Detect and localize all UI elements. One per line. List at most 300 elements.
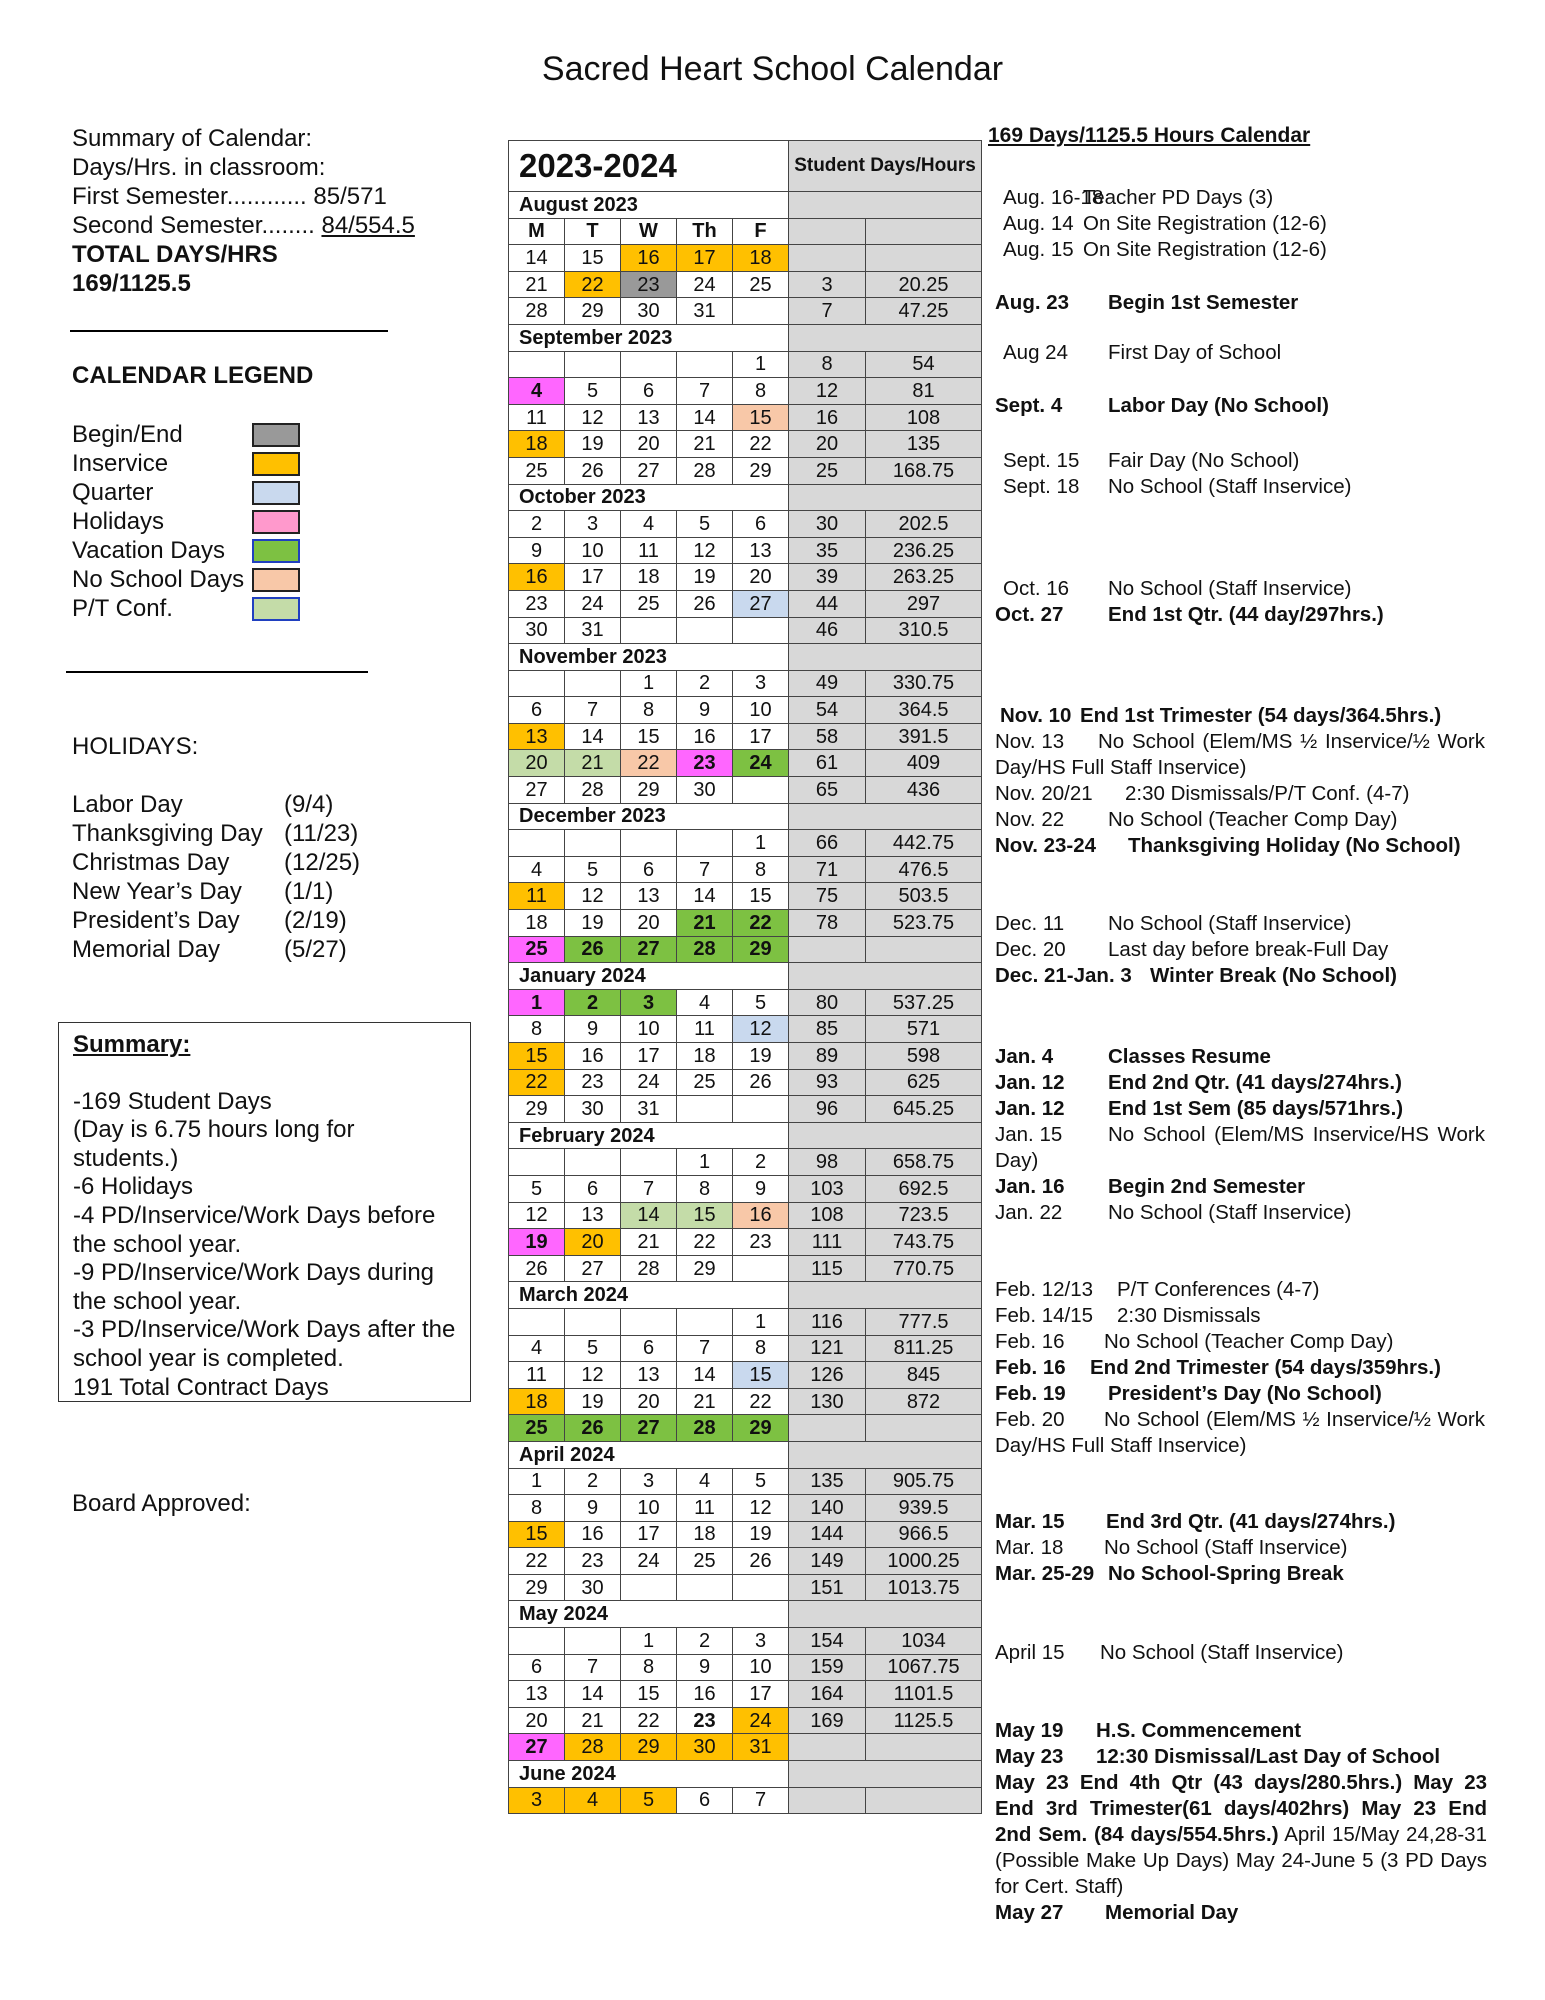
event-date: Feb. 14/15: [995, 1304, 1094, 1327]
day-cell: [677, 830, 733, 857]
day-cell: 25: [677, 1548, 733, 1575]
day-cell: 6: [509, 697, 565, 724]
event-item: [995, 602, 1384, 628]
event-text: No School (Elem/MS Inservice/HS Work Day): [995, 1123, 1485, 1172]
student-hours-cell: 537.25: [866, 989, 982, 1016]
day-cell: 16: [565, 1043, 621, 1070]
day-cell: [677, 351, 733, 378]
day-cell: 29: [733, 1415, 789, 1442]
event-text: 12:30 Dismissal/Last Day of School: [1096, 1745, 1441, 1768]
day-cell: 10: [621, 1495, 677, 1522]
day-cell: 13: [509, 1681, 565, 1708]
student-days-cell: 3: [789, 271, 866, 298]
day-cell: 16: [677, 723, 733, 750]
day-cell: 6: [621, 378, 677, 405]
day-cell: [733, 1096, 789, 1123]
month-header-row: [509, 324, 982, 351]
event-item: [995, 937, 1388, 963]
day-cell: 31: [677, 298, 733, 325]
event-item: [995, 1744, 1440, 1770]
event-text: H.S. Commencement: [1096, 1719, 1302, 1742]
day-cell: 14: [677, 883, 733, 910]
event-item: [995, 1381, 1382, 1407]
event-text: Teacher PD Days (3): [1083, 186, 1274, 209]
day-cell: 16: [565, 1521, 621, 1548]
day-cell: 26: [733, 1548, 789, 1575]
day-cell: 12: [509, 1202, 565, 1229]
month-header-blank: [789, 324, 982, 351]
day-cell: 12: [677, 537, 733, 564]
legend-label: Inservice: [72, 450, 169, 477]
day-cell: 20: [565, 1229, 621, 1256]
day-cell: 18: [621, 564, 677, 591]
month-header-blank: [789, 484, 982, 511]
day-cell: 4: [677, 1468, 733, 1495]
day-cell: 17: [621, 1521, 677, 1548]
day-cell: 1: [733, 1308, 789, 1335]
event-item: [1003, 211, 1327, 237]
day-cell: 20: [621, 431, 677, 458]
day-cell: [565, 1308, 621, 1335]
day-cell: 18: [509, 431, 565, 458]
week-row: [509, 1335, 982, 1362]
student-days-cell: 135: [789, 1468, 866, 1495]
event-date: May 23: [995, 1745, 1064, 1768]
week-row: [509, 1069, 982, 1096]
day-cell: 27: [565, 1255, 621, 1282]
event-text: End 3rd Qtr. (41 days/274hrs.): [1106, 1510, 1396, 1533]
event-item: [995, 833, 1461, 859]
day-cell: 15: [621, 723, 677, 750]
event-text: Classes Resume: [1108, 1045, 1271, 1068]
event-item: [995, 1561, 1344, 1587]
day-cell: 30: [621, 298, 677, 325]
day-cell: [509, 670, 565, 697]
event-item: [995, 1070, 1402, 1096]
day-cell: 30: [677, 777, 733, 804]
week-row: [509, 1255, 982, 1282]
day-cell: 19: [565, 1388, 621, 1415]
legend-swatch: [252, 597, 300, 621]
day-cell: 9: [677, 697, 733, 724]
holiday-date: (2/19): [284, 907, 347, 934]
event-item: [1003, 448, 1299, 474]
day-cell: [621, 1149, 677, 1176]
day-cell: 8: [733, 1335, 789, 1362]
holiday-item: [72, 935, 347, 964]
event-date: Nov. 23-24: [995, 834, 1097, 857]
event-item: [995, 393, 1329, 419]
divider: [70, 330, 388, 332]
student-hours-cell: [866, 1734, 982, 1761]
event-text: No School (Teacher Comp Day): [1108, 808, 1398, 831]
weekday-name: T: [565, 218, 621, 245]
legend-title: CALENDAR LEGEND: [72, 362, 314, 389]
day-cell: 9: [677, 1654, 733, 1681]
legend-label: Vacation Days: [72, 537, 225, 564]
month-name: June 2024: [509, 1761, 789, 1788]
event-item: [995, 911, 1351, 937]
day-cell: [677, 617, 733, 644]
event-text: End 1st Trimester (54 days/364.5hrs.): [1080, 704, 1442, 727]
week-row: [509, 271, 982, 298]
day-cell: 14: [621, 1202, 677, 1229]
day-cell: 8: [509, 1016, 565, 1043]
event-date: Jan. 12: [995, 1097, 1065, 1120]
day-cell: 19: [565, 431, 621, 458]
student-hours-cell: 1125.5: [866, 1707, 982, 1734]
calendar-summary: [72, 124, 415, 298]
student-days-cell: 121: [789, 1335, 866, 1362]
event-text: No School (Elem/MS ½ Inservice/½ Work Day/HS Full Staff Inservice): [995, 1408, 1485, 1457]
holiday-name: Memorial Day: [72, 936, 221, 963]
school-year: 2023-2024: [509, 141, 789, 192]
day-cell: 2: [677, 1628, 733, 1655]
holiday-item: [72, 848, 361, 877]
day-cell: 22: [621, 1707, 677, 1734]
week-row: [509, 697, 982, 724]
holidays-list: [72, 790, 361, 964]
week-row: [509, 537, 982, 564]
day-cell: 6: [565, 1175, 621, 1202]
day-cell: 4: [509, 856, 565, 883]
event-date: Dec. 20: [995, 938, 1066, 961]
student-hours-cell: 1101.5: [866, 1681, 982, 1708]
event-item: [1003, 474, 1351, 500]
legend-item: [72, 478, 244, 507]
day-cell: 19: [733, 1043, 789, 1070]
summary-box: [58, 1022, 471, 1402]
day-cell: 15: [509, 1521, 565, 1548]
month-header-blank: [789, 803, 982, 830]
student-hours-cell: 476.5: [866, 856, 982, 883]
day-cell: 25: [509, 1415, 565, 1442]
day-cell: 3: [565, 511, 621, 538]
week-row: [509, 245, 982, 272]
week-row: [509, 936, 982, 963]
student-hours-cell: 905.75: [866, 1468, 982, 1495]
week-row: [509, 830, 982, 857]
day-cell: [733, 617, 789, 644]
legend-label: Begin/End: [72, 421, 183, 448]
week-row: [509, 989, 982, 1016]
event-date: April 15: [995, 1641, 1065, 1664]
day-cell: 23: [677, 1707, 733, 1734]
student-hours-cell: [866, 218, 982, 245]
week-row: [509, 457, 982, 484]
week-row: [509, 1229, 982, 1256]
day-cell: 15: [733, 883, 789, 910]
month-header-row: [509, 1282, 982, 1309]
day-cell: 10: [733, 1654, 789, 1681]
student-hours-cell: 1013.75: [866, 1574, 982, 1601]
month-header-row: [509, 1122, 982, 1149]
legend-item: [72, 449, 244, 478]
day-cell: 5: [621, 1787, 677, 1814]
student-days-cell: [789, 1787, 866, 1814]
day-cell: 23: [565, 1069, 621, 1096]
student-days-cell: 8: [789, 351, 866, 378]
board-approved: Board Approved:: [72, 1490, 251, 1517]
event-date: Feb. 16: [995, 1356, 1066, 1379]
day-cell: 23: [565, 1548, 621, 1575]
event-item: [995, 1329, 1393, 1355]
legend-item: [72, 565, 244, 594]
student-hours-cell: 442.75: [866, 830, 982, 857]
month-header-row: [509, 1761, 982, 1788]
month-name: January 2024: [509, 963, 789, 990]
day-cell: 20: [621, 1388, 677, 1415]
month-header-blank: [789, 1601, 982, 1628]
event-date: Aug. 16-18: [1003, 186, 1104, 209]
day-cell: 7: [733, 1787, 789, 1814]
event-text: No School (Staff Inservice): [1108, 577, 1352, 600]
month-name: October 2023: [509, 484, 789, 511]
event-text: Winter Break (No School): [1150, 964, 1397, 987]
student-hours-cell: 571: [866, 1016, 982, 1043]
day-cell: 14: [509, 245, 565, 272]
student-days-cell: 140: [789, 1495, 866, 1522]
event-item: [995, 1535, 1347, 1561]
student-days-cell: [789, 1415, 866, 1442]
student-days-cell: 130: [789, 1388, 866, 1415]
holiday-date: (12/25): [284, 849, 361, 876]
day-cell: 2: [733, 1149, 789, 1176]
student-days-hours-header: Student Days/Hours: [789, 141, 982, 192]
day-cell: 7: [677, 378, 733, 405]
month-header-blank: [789, 1282, 982, 1309]
event-date: Aug. 15: [1003, 238, 1074, 261]
event-text: No School (Teacher Comp Day): [1104, 1330, 1394, 1353]
day-cell: 27: [733, 590, 789, 617]
day-cell: [733, 1255, 789, 1282]
day-cell: 23: [509, 590, 565, 617]
day-cell: 3: [509, 1787, 565, 1814]
day-cell: 20: [621, 910, 677, 937]
calendar-table: [508, 140, 982, 1814]
student-days-cell: 108: [789, 1202, 866, 1229]
event-date: Aug. 23: [995, 291, 1070, 314]
student-days-cell: 7: [789, 298, 866, 325]
day-cell: 22: [509, 1069, 565, 1096]
month-name: May 2024: [509, 1601, 789, 1628]
day-cell: 31: [621, 1096, 677, 1123]
day-cell: 28: [621, 1255, 677, 1282]
day-cell: [565, 830, 621, 857]
week-row: [509, 1548, 982, 1575]
event-item: [995, 1044, 1271, 1070]
month-header-row: [509, 192, 982, 219]
summary-line: Days/Hrs. in classroom:: [72, 154, 326, 181]
month-name: February 2024: [509, 1122, 789, 1149]
total-value: 169/1125.5: [72, 270, 191, 297]
week-row: [509, 404, 982, 431]
summary-line: 191 Total Contract Days: [73, 1373, 329, 1401]
day-cell: 8: [509, 1495, 565, 1522]
week-row: [509, 1495, 982, 1522]
event-date: Feb. 12/13: [995, 1278, 1094, 1301]
event-text: No School (Staff Inservice): [1104, 1536, 1348, 1559]
day-cell: 29: [677, 1255, 733, 1282]
day-cell: [565, 1149, 621, 1176]
week-row: [509, 1043, 982, 1070]
day-cell: 28: [509, 298, 565, 325]
day-cell: 5: [565, 378, 621, 405]
day-cell: 20: [733, 564, 789, 591]
day-cell: 16: [509, 564, 565, 591]
holiday-date: (5/27): [284, 936, 347, 963]
student-days-cell: 71: [789, 856, 866, 883]
student-days-cell: 126: [789, 1362, 866, 1389]
student-days-cell: 144: [789, 1521, 866, 1548]
day-cell: 5: [565, 1335, 621, 1362]
day-cell: 24: [733, 750, 789, 777]
summary-lines: [73, 1088, 456, 1403]
summary-line: -169 Student Days: [73, 1087, 272, 1115]
month-header-row: [509, 484, 982, 511]
day-cell: 28: [677, 457, 733, 484]
day-cell: 15: [565, 245, 621, 272]
event-date: Oct. 16: [1003, 577, 1070, 600]
day-cell: [621, 830, 677, 857]
day-cell: 21: [509, 271, 565, 298]
event-item: [995, 807, 1397, 833]
student-days-cell: 96: [789, 1096, 866, 1123]
student-hours-cell: 1034: [866, 1628, 982, 1655]
day-cell: 18: [677, 1043, 733, 1070]
event-date: Mar. 15: [995, 1510, 1065, 1533]
event-text: Memorial Day: [1105, 1901, 1239, 1924]
day-cell: 7: [565, 1654, 621, 1681]
day-cell: 3: [621, 989, 677, 1016]
day-cell: 2: [509, 511, 565, 538]
student-hours-cell: 436: [866, 777, 982, 804]
day-cell: 26: [565, 457, 621, 484]
day-cell: 12: [565, 1362, 621, 1389]
holidays-title: HOLIDAYS:: [72, 733, 199, 760]
day-cell: 1: [621, 670, 677, 697]
week-row: [509, 511, 982, 538]
day-cell: 5: [733, 989, 789, 1016]
legend-item: [72, 536, 244, 565]
week-row: [509, 1202, 982, 1229]
month-header-blank: [789, 1441, 982, 1468]
event-date: Oct. 27: [995, 603, 1064, 626]
day-cell: 21: [565, 750, 621, 777]
day-cell: 8: [733, 378, 789, 405]
day-cell: 6: [621, 856, 677, 883]
event-text: 2:30 Dismissals/P/T Conf. (4-7): [1125, 782, 1410, 805]
day-cell: 14: [677, 404, 733, 431]
day-cell: 1: [733, 830, 789, 857]
student-hours-cell: 645.25: [866, 1096, 982, 1123]
event-date: Jan. 16: [995, 1175, 1065, 1198]
week-row: [509, 1096, 982, 1123]
event-date: Feb. 19: [995, 1382, 1066, 1405]
day-cell: 14: [565, 1681, 621, 1708]
event-date: Feb. 20: [995, 1408, 1065, 1431]
student-hours-cell: 658.75: [866, 1149, 982, 1176]
day-cell: 23: [677, 750, 733, 777]
week-row: [509, 351, 982, 378]
event-date: Mar. 18: [995, 1536, 1064, 1559]
week-row: [509, 1654, 982, 1681]
week-row: [509, 1707, 982, 1734]
day-cell: 29: [621, 777, 677, 804]
event-text: End 2nd Trimester (54 days/359hrs.): [1090, 1356, 1441, 1379]
first-semester-line: First Semester............ 85/571: [72, 183, 387, 210]
day-cell: 13: [621, 1362, 677, 1389]
week-row: [509, 1681, 982, 1708]
event-text: End 1st Qtr. (44 day/297hrs.): [1108, 603, 1384, 626]
student-hours-cell: 310.5: [866, 617, 982, 644]
holiday-name: New Year’s Day: [72, 878, 242, 905]
day-cell: 17: [677, 245, 733, 272]
day-cell: 7: [621, 1175, 677, 1202]
legend-label: No School Days: [72, 566, 245, 593]
day-cell: 22: [565, 271, 621, 298]
day-cell: 22: [733, 1388, 789, 1415]
event-item: [995, 1096, 1403, 1122]
week-row: [509, 723, 982, 750]
event-date: Jan. 22: [995, 1201, 1063, 1224]
may-dates-paragraph: [995, 1770, 1487, 1900]
month-name: September 2023: [509, 324, 789, 351]
event-text: On Site Registration (12-6): [1083, 238, 1327, 261]
weekday-name: F: [733, 218, 789, 245]
day-cell: 7: [565, 697, 621, 724]
day-cell: 29: [509, 1574, 565, 1601]
day-cell: 13: [565, 1202, 621, 1229]
week-row: [509, 617, 982, 644]
student-hours-cell: 81: [866, 378, 982, 405]
day-cell: 20: [509, 750, 565, 777]
student-hours-cell: 20.25: [866, 271, 982, 298]
calendar-header-row: [509, 141, 982, 192]
student-days-cell: [789, 245, 866, 272]
student-days-cell: 30: [789, 511, 866, 538]
week-row: [509, 1628, 982, 1655]
event-text: No School (Staff Inservice): [1108, 475, 1352, 498]
student-days-cell: 61: [789, 750, 866, 777]
second-semester-label: Second Semester........: [72, 212, 322, 239]
student-hours-cell: 503.5: [866, 883, 982, 910]
day-cell: 19: [509, 1229, 565, 1256]
month-name: November 2023: [509, 644, 789, 671]
day-cell: 5: [677, 511, 733, 538]
day-cell: 7: [677, 1335, 733, 1362]
day-cell: 2: [565, 989, 621, 1016]
legend-label: Holidays: [72, 508, 165, 535]
day-cell: 18: [733, 245, 789, 272]
holiday-name: Labor Day: [72, 791, 183, 818]
day-cell: 26: [565, 936, 621, 963]
day-cell: 11: [621, 537, 677, 564]
week-row: [509, 1175, 982, 1202]
summary-line: Summary of Calendar:: [72, 125, 313, 152]
month-name: August 2023: [509, 192, 789, 219]
day-cell: 27: [509, 777, 565, 804]
event-text: No School-Spring Break: [1108, 1562, 1344, 1585]
day-cell: [621, 1574, 677, 1601]
student-hours-cell: 263.25: [866, 564, 982, 591]
legend-swatch: [252, 539, 300, 563]
holiday-name: Christmas Day: [72, 849, 230, 876]
event-date: Jan. 4: [995, 1045, 1054, 1068]
day-cell: 12: [733, 1016, 789, 1043]
holiday-date: (1/1): [284, 878, 334, 905]
day-cell: 1: [677, 1149, 733, 1176]
